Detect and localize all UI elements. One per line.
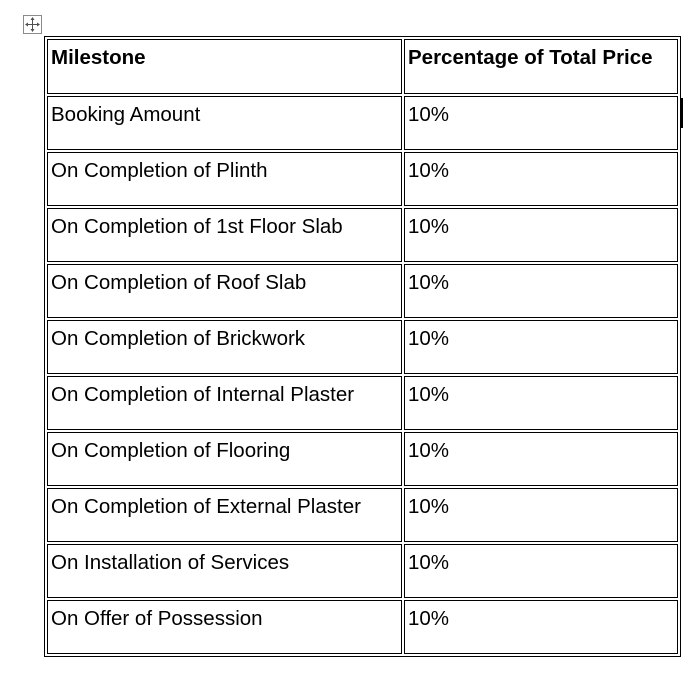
milestone-cell[interactable] <box>47 320 402 374</box>
table-row <box>47 96 678 150</box>
table-row <box>47 264 678 318</box>
move-arrows-icon <box>24 16 41 33</box>
table-row <box>47 432 678 486</box>
table-row <box>47 208 678 262</box>
payment-schedule-table <box>44 36 681 657</box>
percentage-text: 10% <box>408 271 450 294</box>
percentage-text: 10% <box>408 439 450 462</box>
milestone-cell[interactable] <box>47 264 402 318</box>
header-percentage-label: Percentage of Total Price <box>408 46 653 69</box>
percentage-text: 10% <box>408 495 450 518</box>
percentage-cell[interactable] <box>404 96 678 150</box>
milestone-cell[interactable] <box>47 96 402 150</box>
header-milestone-label: Milestone <box>51 46 146 69</box>
milestone-text: On Offer of Possession <box>51 607 263 630</box>
milestone-cell[interactable] <box>47 432 402 486</box>
milestone-cell[interactable] <box>47 488 402 542</box>
milestone-text: On Completion of External Plaster <box>51 495 361 518</box>
header-milestone-cell[interactable] <box>47 39 402 94</box>
percentage-text: 10% <box>408 327 450 350</box>
percentage-cell[interactable] <box>404 600 678 654</box>
percentage-text: 10% <box>408 607 450 630</box>
milestone-cell[interactable] <box>47 544 402 598</box>
header-percentage-cell[interactable] <box>404 39 678 94</box>
percentage-text: 10% <box>408 383 450 406</box>
table-row <box>47 376 678 430</box>
milestone-text: On Completion of Internal Plaster <box>51 383 355 406</box>
percentage-cell[interactable] <box>404 152 678 206</box>
percentage-cell[interactable] <box>404 208 678 262</box>
percentage-cell[interactable] <box>404 376 678 430</box>
percentage-text: 10% <box>408 215 450 238</box>
milestone-text: On Completion of 1st Floor Slab <box>51 215 343 238</box>
percentage-text: 10% <box>408 551 450 574</box>
table-move-handle-icon[interactable] <box>23 15 42 34</box>
milestone-text: On Installation of Services <box>51 551 290 574</box>
table-row <box>47 600 678 654</box>
text-cursor <box>681 98 683 128</box>
milestone-text: On Completion of Roof Slab <box>51 271 307 294</box>
milestone-cell[interactable] <box>47 600 402 654</box>
table-row <box>47 320 678 374</box>
percentage-cell[interactable] <box>404 264 678 318</box>
percentage-cell[interactable] <box>404 432 678 486</box>
milestone-text: On Completion of Flooring <box>51 439 291 462</box>
table-header-row <box>47 39 678 94</box>
milestone-cell[interactable] <box>47 376 402 430</box>
percentage-text: 10% <box>408 103 450 126</box>
percentage-cell[interactable] <box>404 488 678 542</box>
table-row <box>47 152 678 206</box>
percentage-cell[interactable] <box>404 544 678 598</box>
milestone-cell[interactable] <box>47 208 402 262</box>
milestone-text: On Completion of Plinth <box>51 159 268 182</box>
percentage-text: 10% <box>408 159 450 182</box>
table-row <box>47 488 678 542</box>
milestone-cell[interactable] <box>47 152 402 206</box>
percentage-cell[interactable] <box>404 320 678 374</box>
milestone-text: Booking Amount <box>51 103 201 126</box>
milestone-text: On Completion of Brickwork <box>51 327 306 350</box>
table-row <box>47 544 678 598</box>
